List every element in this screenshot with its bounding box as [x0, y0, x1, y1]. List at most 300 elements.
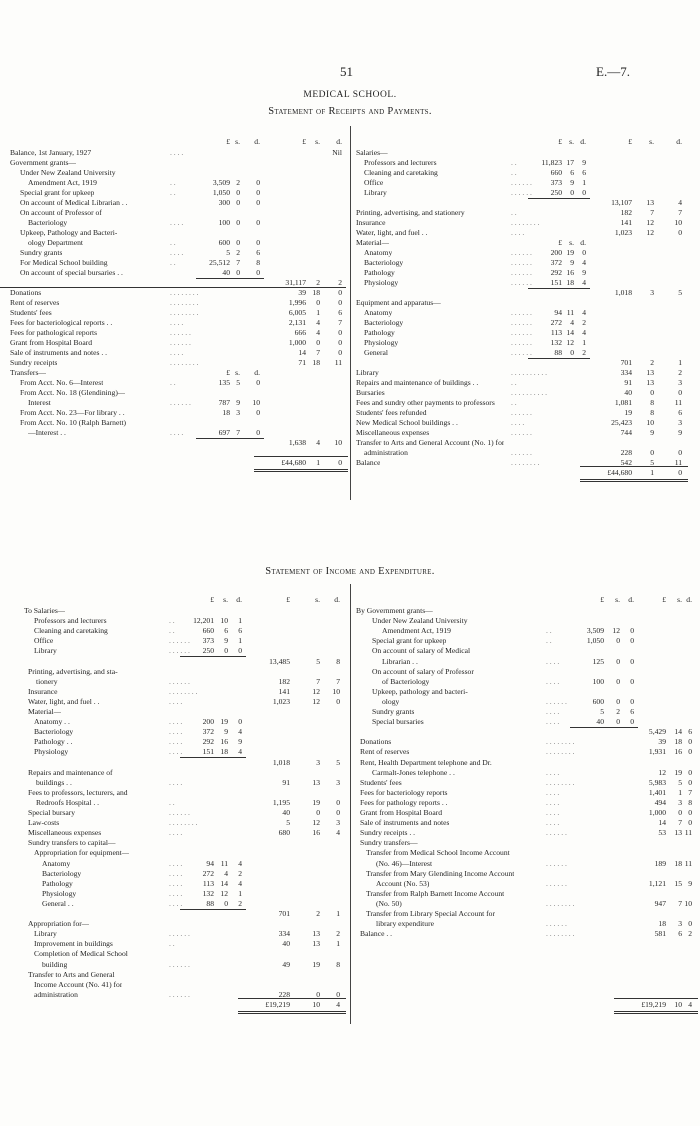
inner-amount-shillings: 0	[616, 717, 620, 727]
outer-amount-pence: 11	[684, 828, 692, 838]
ledger-row	[0, 398, 350, 408]
total-rule-bottom	[614, 1011, 698, 1014]
inner-amount-pence: 9	[238, 737, 242, 747]
outer-amount-pounds: 334	[278, 929, 290, 939]
inner-amount-shillings: 10	[220, 616, 228, 626]
ledger-row	[350, 646, 700, 656]
row-label: Physiology	[34, 747, 69, 757]
inner-amount-pence: 0	[630, 656, 634, 666]
row-label: Printing, advertising, and sta-	[28, 666, 118, 676]
ledger-row	[350, 818, 700, 828]
row-label: Repairs and maintenance of buildings . .	[356, 378, 479, 387]
inner-amount-pence: 1	[582, 178, 586, 187]
currency-unit-label: s.	[649, 137, 654, 146]
inner-amount-pounds: 132	[202, 888, 214, 898]
row-label: Rent, Health Department telephone and Dr.	[360, 757, 492, 767]
outer-amount-shillings: 18	[674, 858, 682, 868]
outer-amount-pence: 4	[336, 999, 340, 1009]
inner-amount-pence: 6	[256, 248, 260, 257]
leader-dots: . . . .	[511, 228, 525, 237]
leader-dots: . . . .	[546, 787, 560, 797]
amount-text: Nil	[332, 148, 342, 157]
outer-amount-shillings: 19	[312, 959, 320, 969]
row-label: tionery	[36, 676, 58, 686]
outer-amount-shillings: 7	[678, 898, 682, 908]
row-label: From Acct. No. 23—For library . .	[20, 408, 125, 417]
leader-dots: . .	[169, 616, 175, 626]
row-label: Professors and lecturers	[34, 616, 107, 626]
inner-amount-pence: 0	[630, 626, 634, 636]
leader-dots: . . . .	[546, 808, 560, 817]
outer-amount-pence: 1	[336, 909, 340, 918]
leader-dots: . . . .	[169, 858, 183, 868]
outer-amount-pence: 10	[332, 686, 340, 696]
row-label: Fees and sundry other payments to professors	[356, 398, 495, 407]
leader-dots: . . . .	[169, 727, 183, 737]
outer-amount-shillings: 4	[316, 328, 320, 337]
ledger-row	[0, 318, 350, 328]
inner-amount-pence: 4	[582, 278, 586, 287]
row-label: Grant from Hospital Board	[10, 338, 93, 347]
ledger-row	[0, 899, 350, 909]
outer-amount-pounds: 40	[624, 388, 632, 397]
row-label: Special grant for upkeep	[372, 636, 447, 646]
leader-dots: . . . .	[170, 148, 184, 157]
inner-amount-pounds: £	[226, 368, 230, 377]
row-label: Fees to professors, lecturers, and	[28, 787, 128, 797]
outer-amount-pence: 0	[338, 348, 342, 357]
ledger-row	[350, 960, 700, 970]
outer-amount-shillings: 8	[650, 408, 654, 417]
inner-amount-pence: 1	[238, 888, 242, 898]
row-label: Interest	[28, 398, 51, 407]
outer-amount-pounds: 1,018	[614, 288, 632, 297]
total-row	[0, 1000, 350, 1010]
row-label: Librarian . .	[382, 656, 418, 666]
leader-dots: . . . . . .	[511, 248, 532, 257]
row-label: Miscellaneous expenses	[356, 428, 430, 437]
outer-amount-shillings: 0	[316, 808, 320, 817]
inner-amount-shillings: 4	[224, 868, 228, 878]
ledger-row	[350, 929, 700, 939]
inner-amount-pence: 1	[238, 616, 242, 626]
leader-dots: . .	[169, 939, 175, 949]
ledger-row	[350, 828, 700, 838]
inner-amount-pence: 0	[238, 717, 242, 727]
leader-dots: . . . .	[169, 868, 183, 878]
leader-dots: . . . .	[170, 218, 184, 227]
leader-dots: . .	[511, 208, 517, 217]
inner-amount-shillings: 9	[570, 178, 574, 187]
outer-amount-pounds: 12	[658, 767, 666, 777]
inner-amount-pounds: 100	[218, 218, 230, 227]
leader-dots: . . . . . .	[546, 858, 567, 868]
inner-amount-pence: 0	[630, 676, 634, 686]
row-label: On account of salary of Professor	[372, 666, 474, 676]
outer-amount-pence: 7	[338, 318, 342, 327]
currency-unit-label: d.	[334, 595, 340, 604]
inner-amount-pence: 0	[256, 378, 260, 387]
inner-amount-pounds: 787	[218, 398, 230, 407]
leader-dots: . .	[170, 178, 176, 187]
ledger-row	[0, 828, 350, 838]
outer-amount-pence: 0	[336, 989, 340, 999]
ledger-row	[350, 428, 700, 438]
row-label: Account (No. 53)	[376, 878, 430, 888]
outer-amount-shillings: 13	[646, 368, 654, 377]
ledger-row	[0, 798, 350, 808]
leader-dots: . . . . . .	[511, 348, 532, 357]
outer-amount-pence: 2	[688, 929, 692, 939]
row-label: Upkeep, pathology and bacteri-	[372, 686, 468, 696]
currency-unit-label: £	[226, 137, 230, 146]
currency-unit-label: s.	[235, 137, 240, 146]
currency-unit-label: d.	[580, 137, 586, 146]
row-label: On account of special bursaries . .	[20, 268, 123, 277]
row-label: building	[42, 959, 68, 969]
outer-amount-pounds: 40	[282, 808, 290, 817]
inner-amount-pence: 0	[256, 408, 260, 417]
currency-unit-label: £	[558, 137, 562, 146]
inner-amount-pounds: 600	[218, 238, 230, 247]
row-label: Transfer from Mary Glendining Income Account	[366, 868, 515, 878]
currency-unit-label: £	[628, 137, 632, 146]
inner-amount-shillings: 7	[236, 428, 240, 437]
inner-amount-shillings: 0	[616, 656, 620, 666]
currency-unit-label: £	[662, 595, 666, 604]
outer-amount-pounds: 31,117	[285, 278, 306, 287]
ledger-row	[0, 939, 350, 949]
leader-dots: . . . .	[546, 818, 560, 828]
inner-amount-shillings: 6	[570, 168, 574, 177]
leader-dots: . . . . . .	[511, 258, 532, 267]
total-rule-bottom	[254, 469, 348, 472]
outer-amount-pounds: 1,996	[288, 298, 306, 307]
outer-amount-pounds: £44,680	[607, 468, 632, 477]
total-rule-top	[254, 456, 348, 457]
row-label: ology	[382, 696, 400, 706]
outer-amount-pounds: 542	[620, 458, 632, 467]
leader-dots: . . . . . . . .	[169, 686, 198, 696]
outer-amount-pounds: 744	[620, 428, 632, 437]
ledger-row	[0, 667, 350, 677]
ledger-row	[0, 198, 350, 208]
ledger-row	[0, 838, 350, 848]
ledger-row	[0, 970, 350, 980]
inner-amount-pounds: 88	[554, 348, 562, 357]
inner-amount-shillings: 12	[566, 338, 574, 347]
row-label: Balance . .	[360, 929, 393, 939]
row-label: Redroofs Hospital . .	[36, 797, 100, 807]
row-label: On account of Professor of	[20, 208, 102, 217]
ledger-row	[350, 616, 700, 626]
leader-dots: . . . . . .	[169, 989, 190, 999]
inner-amount-pounds: 200	[202, 717, 214, 727]
outer-amount-pounds: 334	[620, 368, 632, 377]
inner-amount-shillings: 9	[236, 398, 240, 407]
leader-dots: . . . . . .	[170, 338, 191, 347]
ledger-row	[350, 949, 700, 959]
row-label: Anatomy	[42, 858, 71, 868]
inner-amount-shillings: 11	[566, 308, 574, 317]
outer-amount-shillings: 10	[674, 999, 682, 1009]
ledger-row	[350, 348, 700, 358]
row-label: Upkeep, Pathology and Bacteri-	[20, 228, 118, 237]
inner-amount-pence: 0	[582, 248, 586, 257]
ledger-row	[0, 428, 350, 438]
inner-amount-pence: 0	[256, 218, 260, 227]
total-rule-top	[580, 466, 688, 467]
ledger-row	[350, 768, 700, 778]
leader-dots: . . . .	[546, 707, 560, 716]
document-title: MEDICAL SCHOOL.	[303, 90, 397, 100]
inner-amount-pence: 0	[256, 268, 260, 277]
inner-amount-pence: 0	[582, 188, 586, 197]
outer-amount-pounds: 182	[278, 676, 290, 686]
outer-amount-pounds: 1,931	[648, 747, 666, 757]
inner-amount-pounds: 660	[550, 168, 562, 177]
leader-dots: . . . . . .	[169, 636, 190, 646]
leader-dots: . .	[170, 238, 176, 247]
currency-unit-label: £	[302, 137, 306, 146]
leader-dots: . . . .	[511, 418, 525, 427]
row-label: Sale of instruments and notes	[360, 818, 450, 828]
leader-dots: . . . .	[170, 318, 184, 327]
outer-amount-shillings: 1	[650, 468, 654, 477]
leader-dots: . . . . . . . .	[546, 898, 575, 908]
inner-amount-pence: 9	[582, 158, 586, 167]
row-label: of Bacteriology	[382, 676, 430, 686]
inner-amount-shillings: 17	[566, 158, 574, 167]
row-label: Equipment and apparatus—	[356, 298, 441, 307]
row-label: Balance, 1st January, 1927	[10, 148, 92, 157]
outer-amount-shillings: 19	[312, 797, 320, 807]
ledger-row	[0, 616, 350, 626]
row-label: Improvement in buildings	[34, 939, 113, 949]
outer-amount-shillings: 1	[316, 308, 320, 317]
ledger-row	[350, 368, 700, 378]
inner-amount-pounds: 1,050	[212, 188, 230, 197]
inner-amount-shillings: 2	[236, 178, 240, 187]
inner-amount-shillings: 0	[236, 218, 240, 227]
leader-dots: . . . . . .	[546, 878, 567, 888]
outer-amount-pounds: 1,023	[614, 228, 632, 237]
inner-amount-pounds: 250	[202, 646, 214, 656]
row-label: Under New Zealand University	[372, 616, 468, 626]
outer-amount-pounds: 1,081	[614, 398, 632, 407]
outer-amount-shillings: 6	[678, 929, 682, 939]
row-label: Library	[34, 929, 57, 939]
outer-amount-pounds: 19	[624, 408, 632, 417]
ledger-row	[350, 408, 700, 418]
total-row	[0, 458, 350, 468]
outer-amount-pence: 1	[336, 939, 340, 949]
inner-amount-pence: d.	[254, 368, 260, 377]
outer-amount-pounds: 71	[298, 358, 306, 367]
inner-amount-pounds: 25,512	[209, 258, 230, 267]
total-rule-top	[614, 998, 698, 999]
inner-amount-pence: 8	[256, 258, 260, 267]
row-label: General	[364, 348, 389, 357]
row-label: Transfer from Library Special Account for	[366, 909, 495, 918]
inner-amount-pence: 0	[256, 178, 260, 187]
leader-dots: . . . .	[170, 248, 184, 257]
inner-amount-pence: 4	[582, 308, 586, 317]
outer-amount-pence: 0	[688, 818, 692, 828]
inner-amount-pence: 1	[238, 636, 242, 646]
row-label: buildings . .	[36, 777, 72, 787]
row-label: Amendment Act, 1919	[382, 626, 451, 636]
ledger-row	[350, 919, 700, 929]
row-label: Transfer to Arts and General Account (No. 1) for	[356, 438, 505, 447]
inner-amount-pounds: 12,201	[193, 616, 214, 626]
outer-amount-shillings: 12	[312, 686, 320, 696]
outer-amount-shillings: 5	[678, 777, 682, 787]
ledger-row	[350, 939, 700, 949]
inner-amount-shillings: 2	[616, 707, 620, 716]
inner-amount-pence: 2	[582, 348, 586, 357]
outer-amount-shillings: 1	[678, 787, 682, 797]
inner-amount-pence: 4	[238, 858, 242, 868]
leader-dots: . . . . . . . .	[170, 308, 199, 317]
ledger-row	[350, 758, 700, 768]
currency-unit-label: s.	[315, 137, 320, 146]
outer-amount-pence: 0	[688, 737, 692, 747]
outer-amount-pounds: 1,401	[648, 787, 666, 797]
leader-dots: . . . . . . . .	[169, 818, 198, 828]
row-label: Office	[34, 636, 54, 646]
inner-amount-pounds: 373	[550, 178, 562, 187]
ledger-row	[0, 158, 350, 168]
inner-amount-pence: 2	[238, 898, 242, 908]
ledger-row	[350, 258, 700, 268]
currency-unit-label: d.	[676, 137, 682, 146]
outer-amount-pence: 2	[678, 368, 682, 377]
ledger-row	[350, 909, 700, 919]
outer-amount-shillings: 18	[312, 358, 320, 367]
row-label: To Salaries—	[24, 606, 66, 615]
inner-amount-pence: 6	[582, 168, 586, 177]
outer-amount-pounds: 1,000	[648, 808, 666, 817]
outer-amount-pounds: £19,219	[265, 999, 290, 1009]
inner-amount-shillings: 0	[616, 676, 620, 686]
inner-amount-pounds: 113	[202, 878, 214, 888]
ledger-row	[350, 188, 700, 198]
inner-amount-pence: 4	[238, 878, 242, 888]
outer-amount-pounds: 25,423	[611, 418, 632, 427]
inner-amount-pence: 0	[630, 696, 634, 706]
outer-amount-pence: 8	[688, 797, 692, 807]
inner-amount-pounds: 113	[550, 328, 562, 337]
currency-unit-label: £	[600, 595, 604, 604]
receipts-column	[0, 126, 350, 506]
ledger-row	[0, 418, 350, 428]
outer-amount-shillings: 13	[312, 777, 320, 787]
inner-amount-pounds: 600	[592, 696, 604, 706]
currency-unit-label: d.	[336, 137, 342, 146]
inner-amount-pence: d.	[580, 238, 586, 247]
outer-amount-shillings: 5	[650, 458, 654, 467]
outer-amount-shillings: 3	[316, 757, 320, 767]
outer-amount-pence: 0	[336, 696, 340, 706]
inner-amount-pounds: 372	[202, 727, 214, 737]
inner-amount-shillings: 0	[616, 636, 620, 646]
ledger-row	[350, 438, 700, 448]
row-label: Cleaning and caretaking	[34, 626, 108, 636]
ledger-row	[0, 929, 350, 939]
row-label: —Interest . .	[28, 428, 66, 437]
row-label: Special bursary	[28, 808, 76, 817]
outer-amount-pence: 0	[338, 328, 342, 337]
outer-amount-shillings: 13	[312, 929, 320, 939]
outer-amount-shillings: 3	[678, 797, 682, 807]
leader-dots: . . . . . . . .	[546, 929, 575, 939]
outer-amount-pounds: 14	[298, 348, 306, 357]
currency-unit-label: s.	[223, 595, 228, 604]
ledger-row	[0, 960, 350, 970]
row-label: Donations	[360, 737, 392, 747]
ledger-row	[0, 178, 350, 188]
row-label: General . .	[42, 898, 74, 908]
outer-amount-pounds: 5,429	[648, 727, 666, 737]
outer-amount-pounds: 91	[282, 777, 290, 787]
inner-amount-pence: 0	[256, 198, 260, 207]
ledger-row	[0, 818, 350, 828]
outer-amount-pence: 3	[678, 378, 682, 387]
row-label: Balance	[356, 458, 381, 467]
ledger-row	[0, 848, 350, 858]
leader-dots: . . . . . .	[511, 428, 532, 437]
outer-amount-pence: 6	[678, 408, 682, 417]
ledger-row	[0, 646, 350, 656]
inner-amount-pounds: 132	[550, 338, 562, 347]
outer-amount-pounds: 141	[278, 686, 290, 696]
inner-amount-shillings: 6	[224, 626, 228, 636]
outer-amount-pence: 3	[336, 777, 340, 787]
ledger-row	[350, 418, 700, 428]
ledger-row	[350, 899, 700, 909]
outer-amount-shillings: 7	[650, 208, 654, 217]
outer-amount-shillings: 0	[678, 808, 682, 817]
outer-amount-shillings: 12	[646, 228, 654, 237]
leader-dots: . . . . . . . .	[170, 298, 199, 307]
outer-amount-pounds: 13,107	[611, 198, 632, 207]
ledger-row	[350, 238, 700, 248]
leader-dots: . .	[169, 797, 175, 807]
row-label: Repairs and maintenance of	[28, 767, 113, 777]
row-label: Rent of reserves	[360, 747, 410, 757]
row-label: administration	[364, 448, 408, 457]
row-label: Appropriation for—	[28, 919, 90, 929]
row-label: Anatomy	[364, 308, 393, 317]
leader-dots: . . . . . .	[511, 328, 532, 337]
row-label: Students' fees	[360, 777, 402, 787]
row-label: Printing, advertising, and stationery	[356, 208, 465, 217]
row-label: Water, light, and fuel . .	[28, 696, 100, 706]
ledger-row	[350, 788, 700, 798]
inner-amount-shillings: 14	[220, 878, 228, 888]
leader-dots: . . . . . . . .	[546, 777, 575, 787]
leader-dots: . .	[546, 626, 552, 636]
row-label: Material—	[28, 707, 62, 716]
ledger-row	[350, 879, 700, 889]
outer-amount-pounds: 1,121	[648, 878, 666, 888]
leader-dots: . . . . . .	[511, 448, 532, 457]
row-label: Fees for bacteriology reports	[360, 787, 448, 797]
outer-amount-pence: 0	[338, 298, 342, 307]
leader-dots: . . . . . .	[169, 676, 190, 686]
ledger-row	[350, 606, 700, 616]
